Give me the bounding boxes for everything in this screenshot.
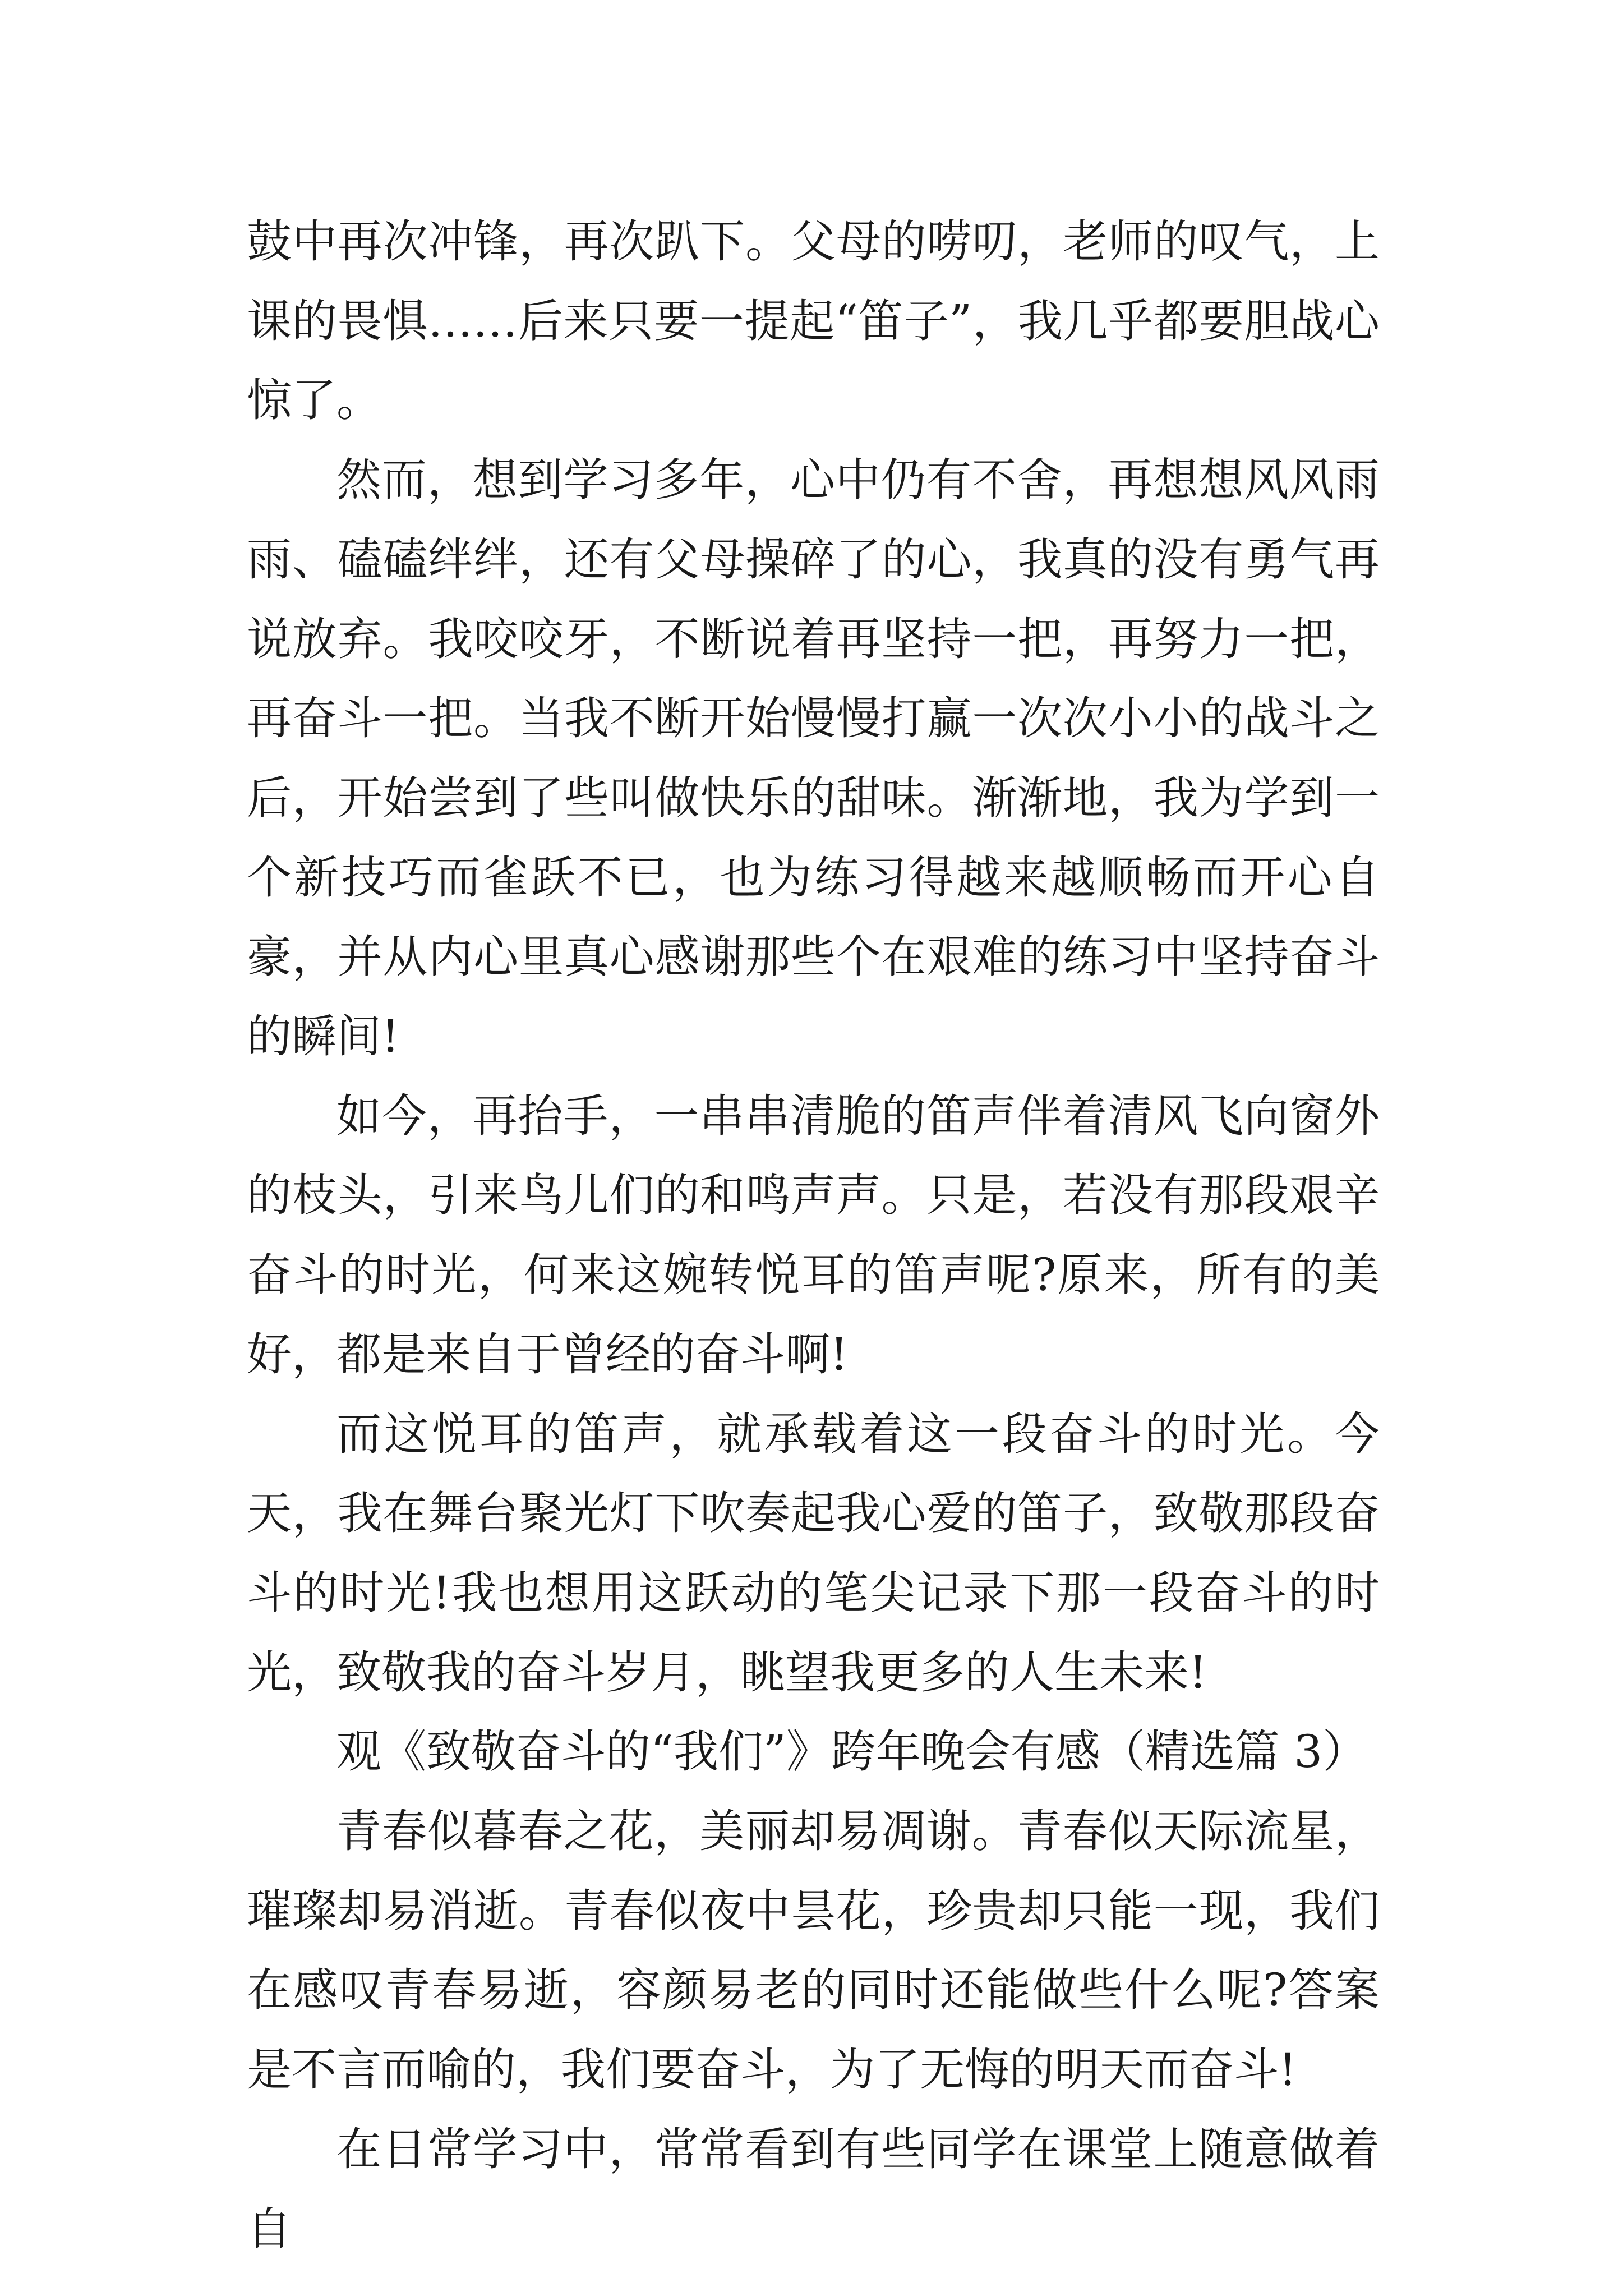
section-heading: 观《致敬奋斗的“我们”》跨年晚会有感（精选篇 3） (336, 1726, 1368, 1778)
paragraph-daily-study: 在日常学习中，常常看到有些同学在课堂上随意做着自 (247, 2123, 1380, 2255)
paragraph-youth: 青春似暮春之花，美丽却易凋谢。青春似天际流星，璀璨却易消逝。青春似夜中昙花，珍贵却只能一现，我们在感叹青春易逝，容颜易老的同时还能做些什么呢?答案是不言而喻的，我们要奋斗，为了无悔的明天而奋斗! (247, 1805, 1380, 2096)
paragraph-persistence: 然而，想到学习多年，心中仍有不舍，再想想风风雨雨、磕磕绊绊，还有父母操碎了的心，我真的没有勇气再说放弃。我咬咬牙，不断说着再坚持一把，再努力一把，再奋斗一把。当我不断开始慢慢打赢一次次小小的战斗之后，开始尝到了些叫做快乐的甜味。渐渐地，我为学到一个新技巧而雀跃不已，也为练习得越来越顺畅而开心自豪，并从内心里真心感谢那些个在艰难的练习中坚持奋斗的瞬间! (247, 454, 1380, 1063)
paragraph-continued: 鼓中再次冲锋，再次趴下。父母的唠叨，老师的叹气，上课的畏惧……后来只要一提起“笛子”，我几乎都要胆战心惊了。 (247, 215, 1380, 427)
paragraph-stage-tribute: 而这悦耳的笛声，就承载着这一段奋斗的时光。今天，我在舞台聚光灯下吹奏起我心爱的笛子，致敬那段奋斗的时光!我也想用这跃动的笔尖记录下那一段奋斗的时光，致敬我的奋斗岁月，眺望我更多的人生未来! (247, 1407, 1380, 1699)
paragraph-flute-sound: 如今，再抬手，一串串清脆的笛声伴着清风飞向窗外的枝头，引来鸟儿们的和鸣声声。只是，若没有那段艰辛奋斗的时光，何来这婉转悦耳的笛声呢?原来，所有的美好，都是来自于曾经的奋斗啊! (247, 1089, 1380, 1381)
document-body (247, 202, 1380, 2269)
